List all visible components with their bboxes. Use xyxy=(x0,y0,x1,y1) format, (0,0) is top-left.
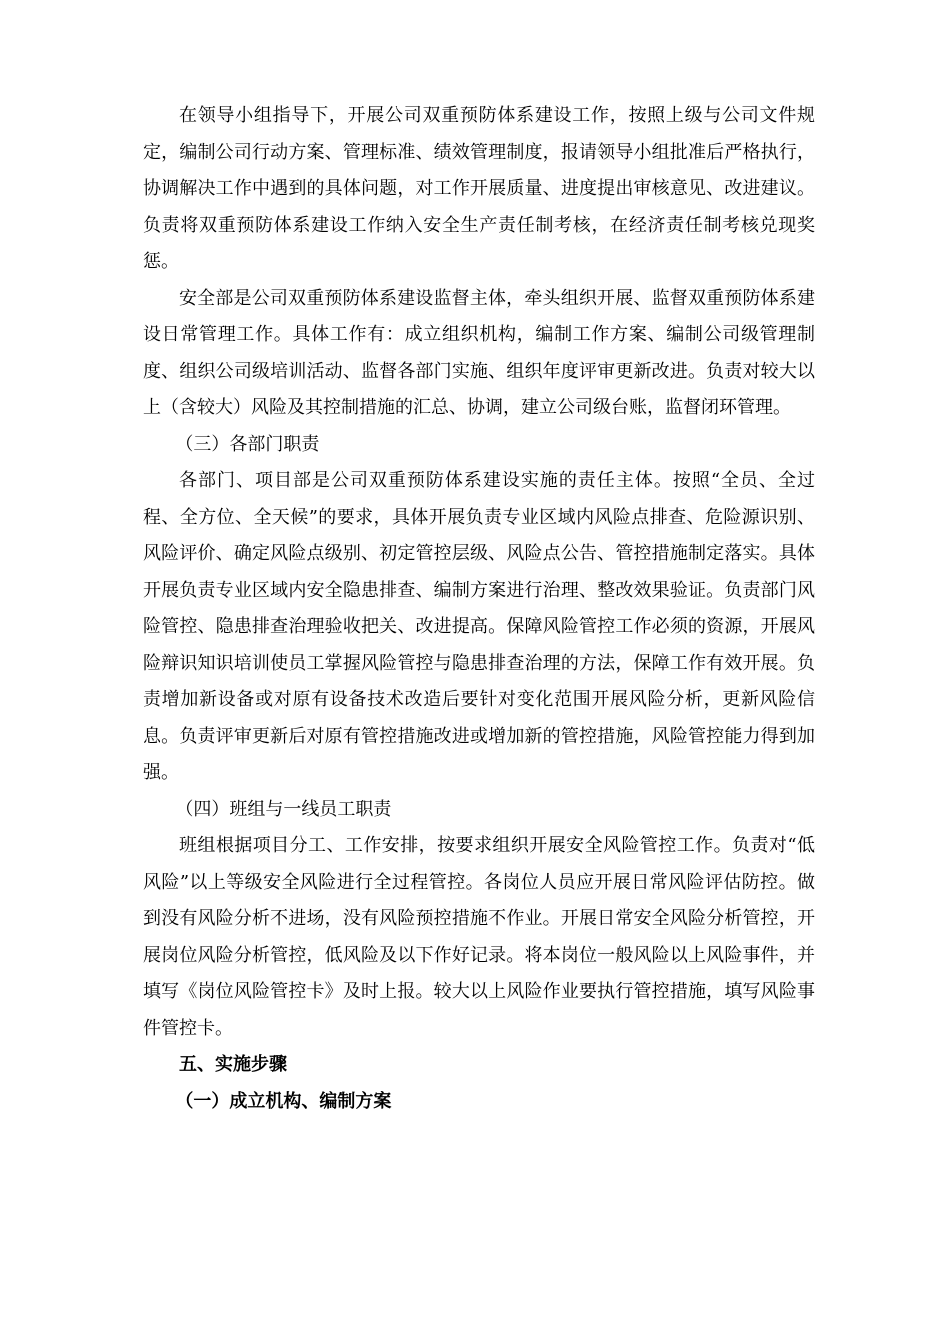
document-body xyxy=(143,98,815,1120)
paragraph-safety-department: 安全部是公司双重预防体系建设监督主体，牵头组织开展、监督双重预防体系建设日常管理工作。具体工作有：成立组织机构，编制工作方案、编制公司级管理制度、组织公司级培训活动、监督各部门实施、组织年度评审更新改进。负责对较大以上（含较大）风险及其控制措施的汇总、协调，建立公司级台账，监督闭环管理。 xyxy=(143,287,815,418)
heading-department-duties: （三）各部门职责 xyxy=(175,433,320,455)
heading-team-duties: （四）班组与一线员工职责 xyxy=(175,798,392,820)
subsection-heading-setup: （一）成立机构、编制方案 xyxy=(175,1090,392,1112)
paragraph-leadership-office: 在领导小组指导下，开展公司双重预防体系建设工作，按照上级与公司文件规定，编制公司行动方案、管理标准、绩效管理制度，报请领导小组批准后严格执行，协调解决工作中遇到的具体问题，对工作开展质量、进度提出审核意见、改进建议。负责将双重预防体系建设工作纳入安全生产责任制考核，在经济责任制考核兑现奖惩。 xyxy=(143,105,815,272)
paragraph-department-duties: 各部门、项目部是公司双重预防体系建设实施的责任主体。按照“全员、全过程、全方位、全天候”的要求，具体开展负责专业区域内风险点排查、危险源识别、风险评价、确定风险点级别、初定管控层级、风险点公告、管控措施制定落实。具体开展负责专业区域内安全隐患排查、编制方案进行治理、整改效果验证。负责部门风险管控、隐患排查治理验收把关、改进提高。保障风险管控工作必须的资源，开展风险辩识知识培训使员工掌握风险管控与隐患排查治理的方法，保障工作有效开展。负责增加新设备或对原有设备技术改造后要针对变化范围开展风险分析，更新风险信息。负责评审更新后对原有管控措施改进或增加新的管控措施，风险管控能力得到加强。 xyxy=(143,470,815,783)
paragraph-team-duties: 班组根据项目分工、工作安排，按要求组织开展安全风险管控工作。负责对“低风险”以上等级安全风险进行全过程管控。各岗位人员应开展日常风险评估防控。做到没有风险分析不进场，没有风险预控措施不作业。开展日常安全风险分析管控，开展岗位风险分析管控，低风险及以下作好记录。将本岗位一般风险以上风险事件，并填写《岗位风险管控卡》及时上报。较大以上风险作业要执行管控措施，填写风险事件管控卡。 xyxy=(143,835,815,1039)
section-heading-implementation: 五、实施步骤 xyxy=(179,1054,287,1075)
